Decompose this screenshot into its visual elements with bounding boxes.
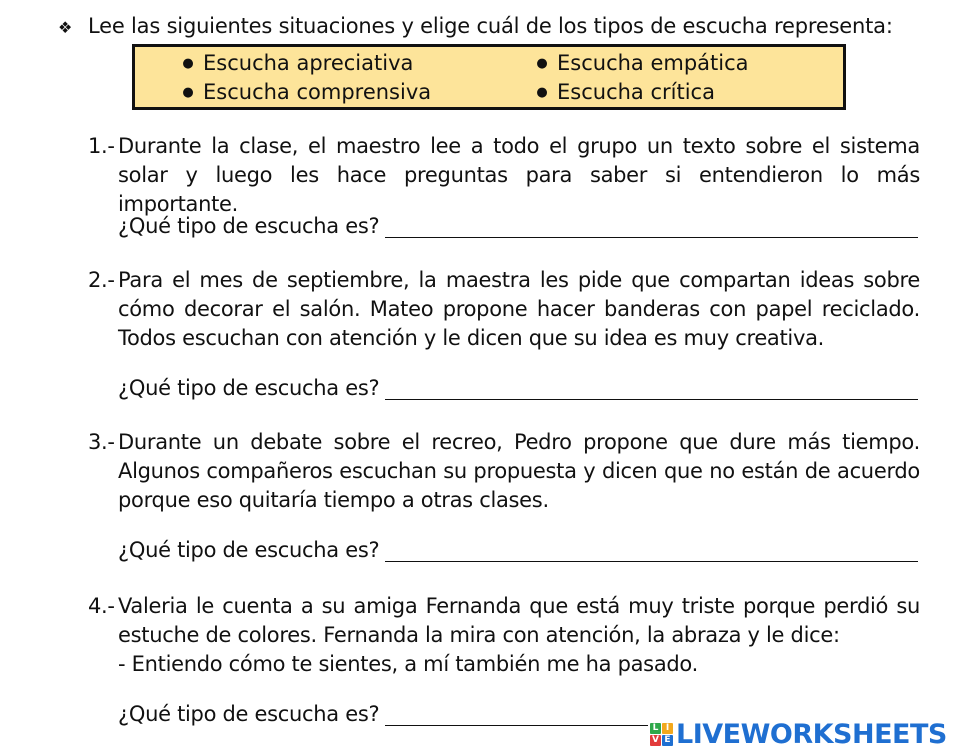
answer-row-3: [118, 538, 918, 562]
question-text: Durante un debate sobre el recreo, Pedro propone que dure más tiempo. Algunos compañeros escuchan su propuesta y dicen que no están de acuerdo porque eso quitaría tiempo a otras clases.: [118, 430, 920, 512]
diamond-bullet-icon: ❖: [58, 18, 73, 37]
instruction-text: Lee las siguientes situaciones y elige cuál de los tipos de escucha representa:: [88, 14, 893, 38]
logo-wordmark: LIVEWORKSHEETS: [676, 718, 947, 750]
answer-prompt: ¿Qué tipo de escucha es?: [118, 214, 380, 238]
question-text: Para el mes de septiembre, la maestra les pide que compartan ideas sobre cómo decorar el salón. Mateo propone hacer banderas con papel reciclado. Todos escuchan con atención y le dicen que su idea es muy creativa.: [118, 268, 920, 350]
option-item: [173, 80, 431, 104]
answer-prompt: ¿Qué tipo de escucha es?: [118, 538, 380, 562]
bullet-icon: ●: [182, 85, 194, 100]
answer-prompt: ¿Qué tipo de escucha es?: [118, 376, 380, 400]
option-label: Escucha empática: [557, 51, 749, 75]
instruction: [58, 14, 893, 38]
question-4: [88, 592, 920, 679]
option-label: Escucha comprensiva: [203, 80, 432, 104]
question-1: [88, 132, 920, 219]
answer-field-1[interactable]: [385, 219, 918, 238]
bullet-icon: ●: [536, 56, 548, 71]
option-label: Escucha apreciativa: [203, 51, 414, 75]
answer-field-2[interactable]: [385, 381, 918, 400]
answer-row-1: [118, 214, 918, 238]
question-quote: - Entiendo cómo te sientes, a mí también me ha pasado.: [118, 652, 698, 676]
liveworksheets-logo: [648, 718, 947, 750]
logo-cube-icon: L I V E: [650, 723, 673, 746]
question-2: [88, 266, 920, 353]
question-number: 3.-: [88, 430, 115, 454]
answer-field-3[interactable]: [385, 543, 918, 562]
option-label: Escucha crítica: [557, 80, 715, 104]
option-item: [173, 51, 413, 75]
question-number: 4.-: [88, 594, 115, 618]
bullet-icon: ●: [536, 85, 548, 100]
question-text: Valeria le cuenta a su amiga Fernanda que está muy triste porque perdió su estuche de colores. Fernanda la mira con atención, la abraza y le dice:: [118, 594, 920, 647]
question-3: [88, 428, 920, 515]
question-text: Durante la clase, el maestro lee a todo el grupo un texto sobre el sistema solar y luego les hace preguntas para saber si entendieron lo más importante.: [118, 134, 920, 216]
bullet-icon: ●: [182, 56, 194, 71]
question-number: 1.-: [88, 134, 115, 158]
question-number: 2.-: [88, 268, 115, 292]
option-item: [527, 80, 715, 104]
answer-row-2: [118, 376, 918, 400]
option-item: [527, 51, 749, 75]
answer-prompt: ¿Qué tipo de escucha es?: [118, 702, 380, 726]
options-box: [132, 44, 846, 110]
